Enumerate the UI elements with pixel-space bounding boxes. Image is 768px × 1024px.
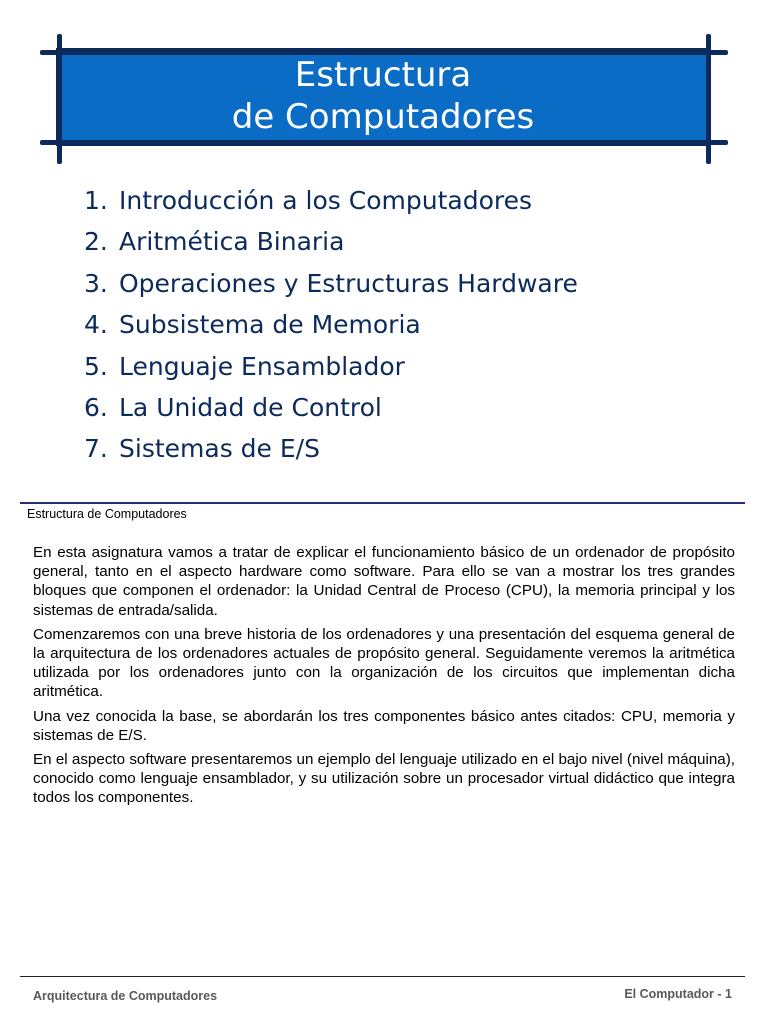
description-paragraph: En el aspecto software presentaremos un ejemplo del lenguaje utilizado en el bajo nivel (nivel máquina), conocido como lenguaje ensamblador, y su utilización sobre un procesador virtual didáctico que integra todos los componentes. bbox=[33, 751, 735, 807]
section-header: Estructura de Computadores bbox=[27, 507, 187, 521]
title-banner bbox=[40, 34, 728, 164]
footer-course-name: Arquitectura de Computadores bbox=[33, 989, 218, 1003]
page-title bbox=[56, 54, 710, 138]
topic-number: 1. bbox=[84, 186, 108, 215]
description-paragraph: En esta asignatura vamos a tratar de explicar el funcionamiento básico de un ordenador de propósito general, tanto en el aspecto hardware como software. Para ello se van a mostrar los tres grandes bloques que componen el ordenador: la Unidad Central de Proceso (CPU), la memoria principal y los sistemas de entrada/salida. bbox=[33, 544, 735, 619]
topic-label: Aritmética Binaria bbox=[119, 227, 345, 257]
topic-number: 4. bbox=[84, 310, 108, 340]
topic-label: Sistemas de E/S bbox=[119, 434, 320, 464]
footer-divider bbox=[20, 976, 745, 977]
topic-item bbox=[84, 304, 578, 345]
topic-number: 7. bbox=[84, 434, 108, 464]
topic-label: Operaciones y Estructuras Hardware bbox=[119, 268, 578, 298]
page-title-line-2: de Computadores bbox=[231, 97, 535, 137]
topic-number: 6. bbox=[84, 392, 108, 422]
topic-list bbox=[84, 180, 578, 470]
topic-item bbox=[84, 263, 578, 304]
page-title-line-1: Estructura bbox=[294, 55, 472, 95]
topic-number: 2. bbox=[84, 227, 108, 257]
footer-page-label: El Computador - 1 bbox=[624, 987, 732, 1001]
topic-label: Introducción a los Computadores bbox=[119, 186, 533, 215]
topic-item bbox=[84, 428, 578, 469]
banner-frame-bottom-line bbox=[40, 140, 728, 145]
topic-label: La Unidad de Control bbox=[119, 392, 382, 422]
section-divider bbox=[20, 502, 745, 504]
description-paragraph: Una vez conocida la base, se abordarán los tres componentes básico antes citados: CPU, memoria y sistemas de E/S. bbox=[33, 707, 735, 744]
topic-item bbox=[84, 221, 578, 262]
topic-item bbox=[84, 346, 578, 387]
topic-number: 5. bbox=[84, 351, 108, 381]
topic-item bbox=[84, 387, 578, 428]
topic-number: 3. bbox=[84, 268, 108, 298]
topic-label: Lenguaje Ensamblador bbox=[119, 351, 405, 381]
topic-label: Subsistema de Memoria bbox=[119, 310, 421, 340]
description-paragraph: Comenzaremos con una breve historia de los ordenadores y una presentación del esquema general de la arquitectura de los ordenadores actuales de propósito general. Seguidamente veremos la aritmética utilizada por los ordenadores junto con la organización de los circuitos que implementan dicha aritmética. bbox=[33, 625, 735, 701]
description-body bbox=[33, 543, 735, 813]
topic-item bbox=[84, 180, 578, 221]
